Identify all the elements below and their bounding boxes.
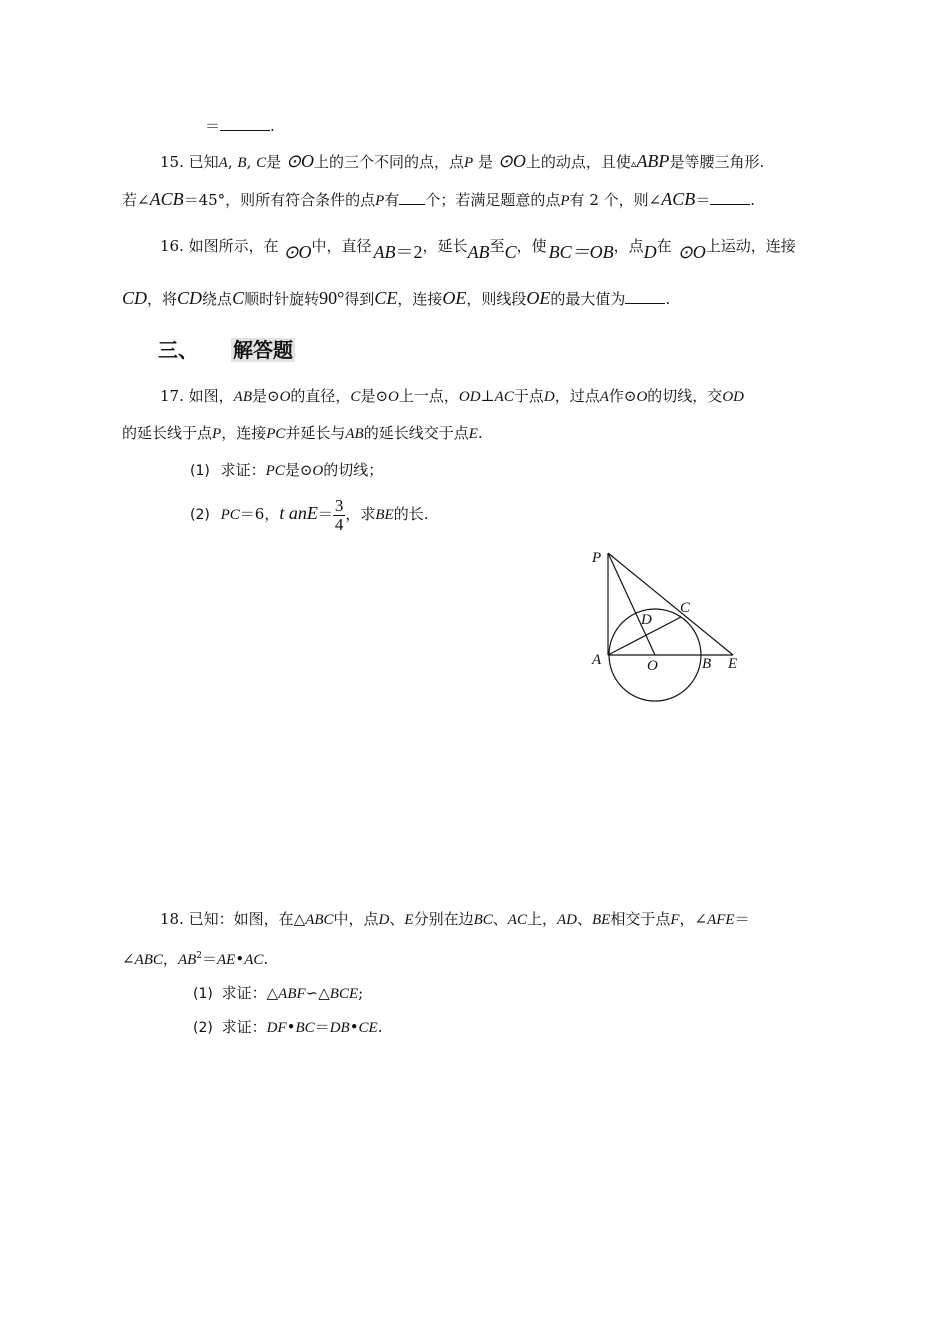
q17-line1: 17. 如图，AB是⊙O的直径，C是⊙O上一点，OD⊥AC于点D，过点A作⊙O的切线，交OD [160, 387, 744, 405]
section-title: 解答题 [232, 338, 293, 362]
q18-line1: 18. 已知：如图，在△ABC中，点D、E分别在边BC、AC上，AD、BE相交于点F，∠AFE＝ [160, 910, 750, 928]
label-o: O [647, 658, 658, 674]
label-b: B [702, 656, 712, 672]
q17-sub1: (1) 求证：PC是⊙O的切线； [190, 461, 384, 479]
geometry-figure [585, 540, 755, 710]
prev-answer-line: ＝ . [205, 117, 275, 135]
answer-blank [220, 116, 270, 131]
question-number: 17. [160, 387, 184, 405]
section-heading [158, 334, 295, 363]
label-c: C [680, 600, 691, 616]
section-number: 三、 [158, 338, 198, 362]
question-number: 18. [160, 910, 184, 928]
question-number: 16. [160, 237, 184, 255]
label-a: A [592, 652, 602, 668]
q17-sub2: (2) PC＝6，t anE＝ $\frac{3}{4}$ ，求BE的长. [190, 495, 429, 534]
circle-o-symbol: ⊙O [285, 151, 315, 171]
q15-line2: 若∠ACB＝45°，则所有符合条件的点P有 个；若满足题意的点P有 2 个，则∠ACB＝ . [122, 189, 755, 209]
q16-line2: CD，将CD绕点C顺时针旋转90°得到CE，连接OE，则线段OE的最大值为 . [122, 288, 671, 308]
question-number: 15. [160, 153, 184, 171]
circle-o-symbol: ⊙O [497, 151, 526, 171]
q17-line2: 的延长线于点P，连接PC并延长与AB的延长线交于点E. [122, 424, 483, 442]
label-d: D [641, 612, 652, 628]
circle-o-symbol: ⊙O [283, 242, 312, 262]
label-p: P [592, 550, 602, 566]
circle-o-symbol: ⊙O [677, 242, 706, 262]
q16-line1: 16. 如图所示，在 ⊙O中，直径 AB＝2，延长AB至C，使 BC＝OB，点D在 ⊙O上运动，连接 [160, 237, 796, 262]
fraction: $\frac{3}{4}$ [334, 495, 344, 534]
q18-line2: ∠ABC，$AB^2=AE•AC$. [122, 950, 269, 968]
answer-blank [625, 289, 665, 304]
label-e: E [728, 656, 738, 672]
equals-sign: ＝ [205, 117, 221, 135]
q15-line1: 15. 已知A, B, C是 ⊙O上的三个不同的点，点P 是 ⊙O上的动点，且使▵ABP是等腰三角形. [160, 151, 765, 171]
triangle-symbol: ▵ [630, 157, 637, 170]
answer-blank [399, 190, 425, 205]
segment-pe [608, 553, 733, 655]
segment-po [608, 553, 655, 655]
answer-blank [710, 190, 750, 205]
q18-sub2: (2) 求证：DF•BC＝DB•CE. [193, 1018, 383, 1036]
q18-sub1: (1) 求证：△ABF∽△BCE; [193, 984, 364, 1002]
